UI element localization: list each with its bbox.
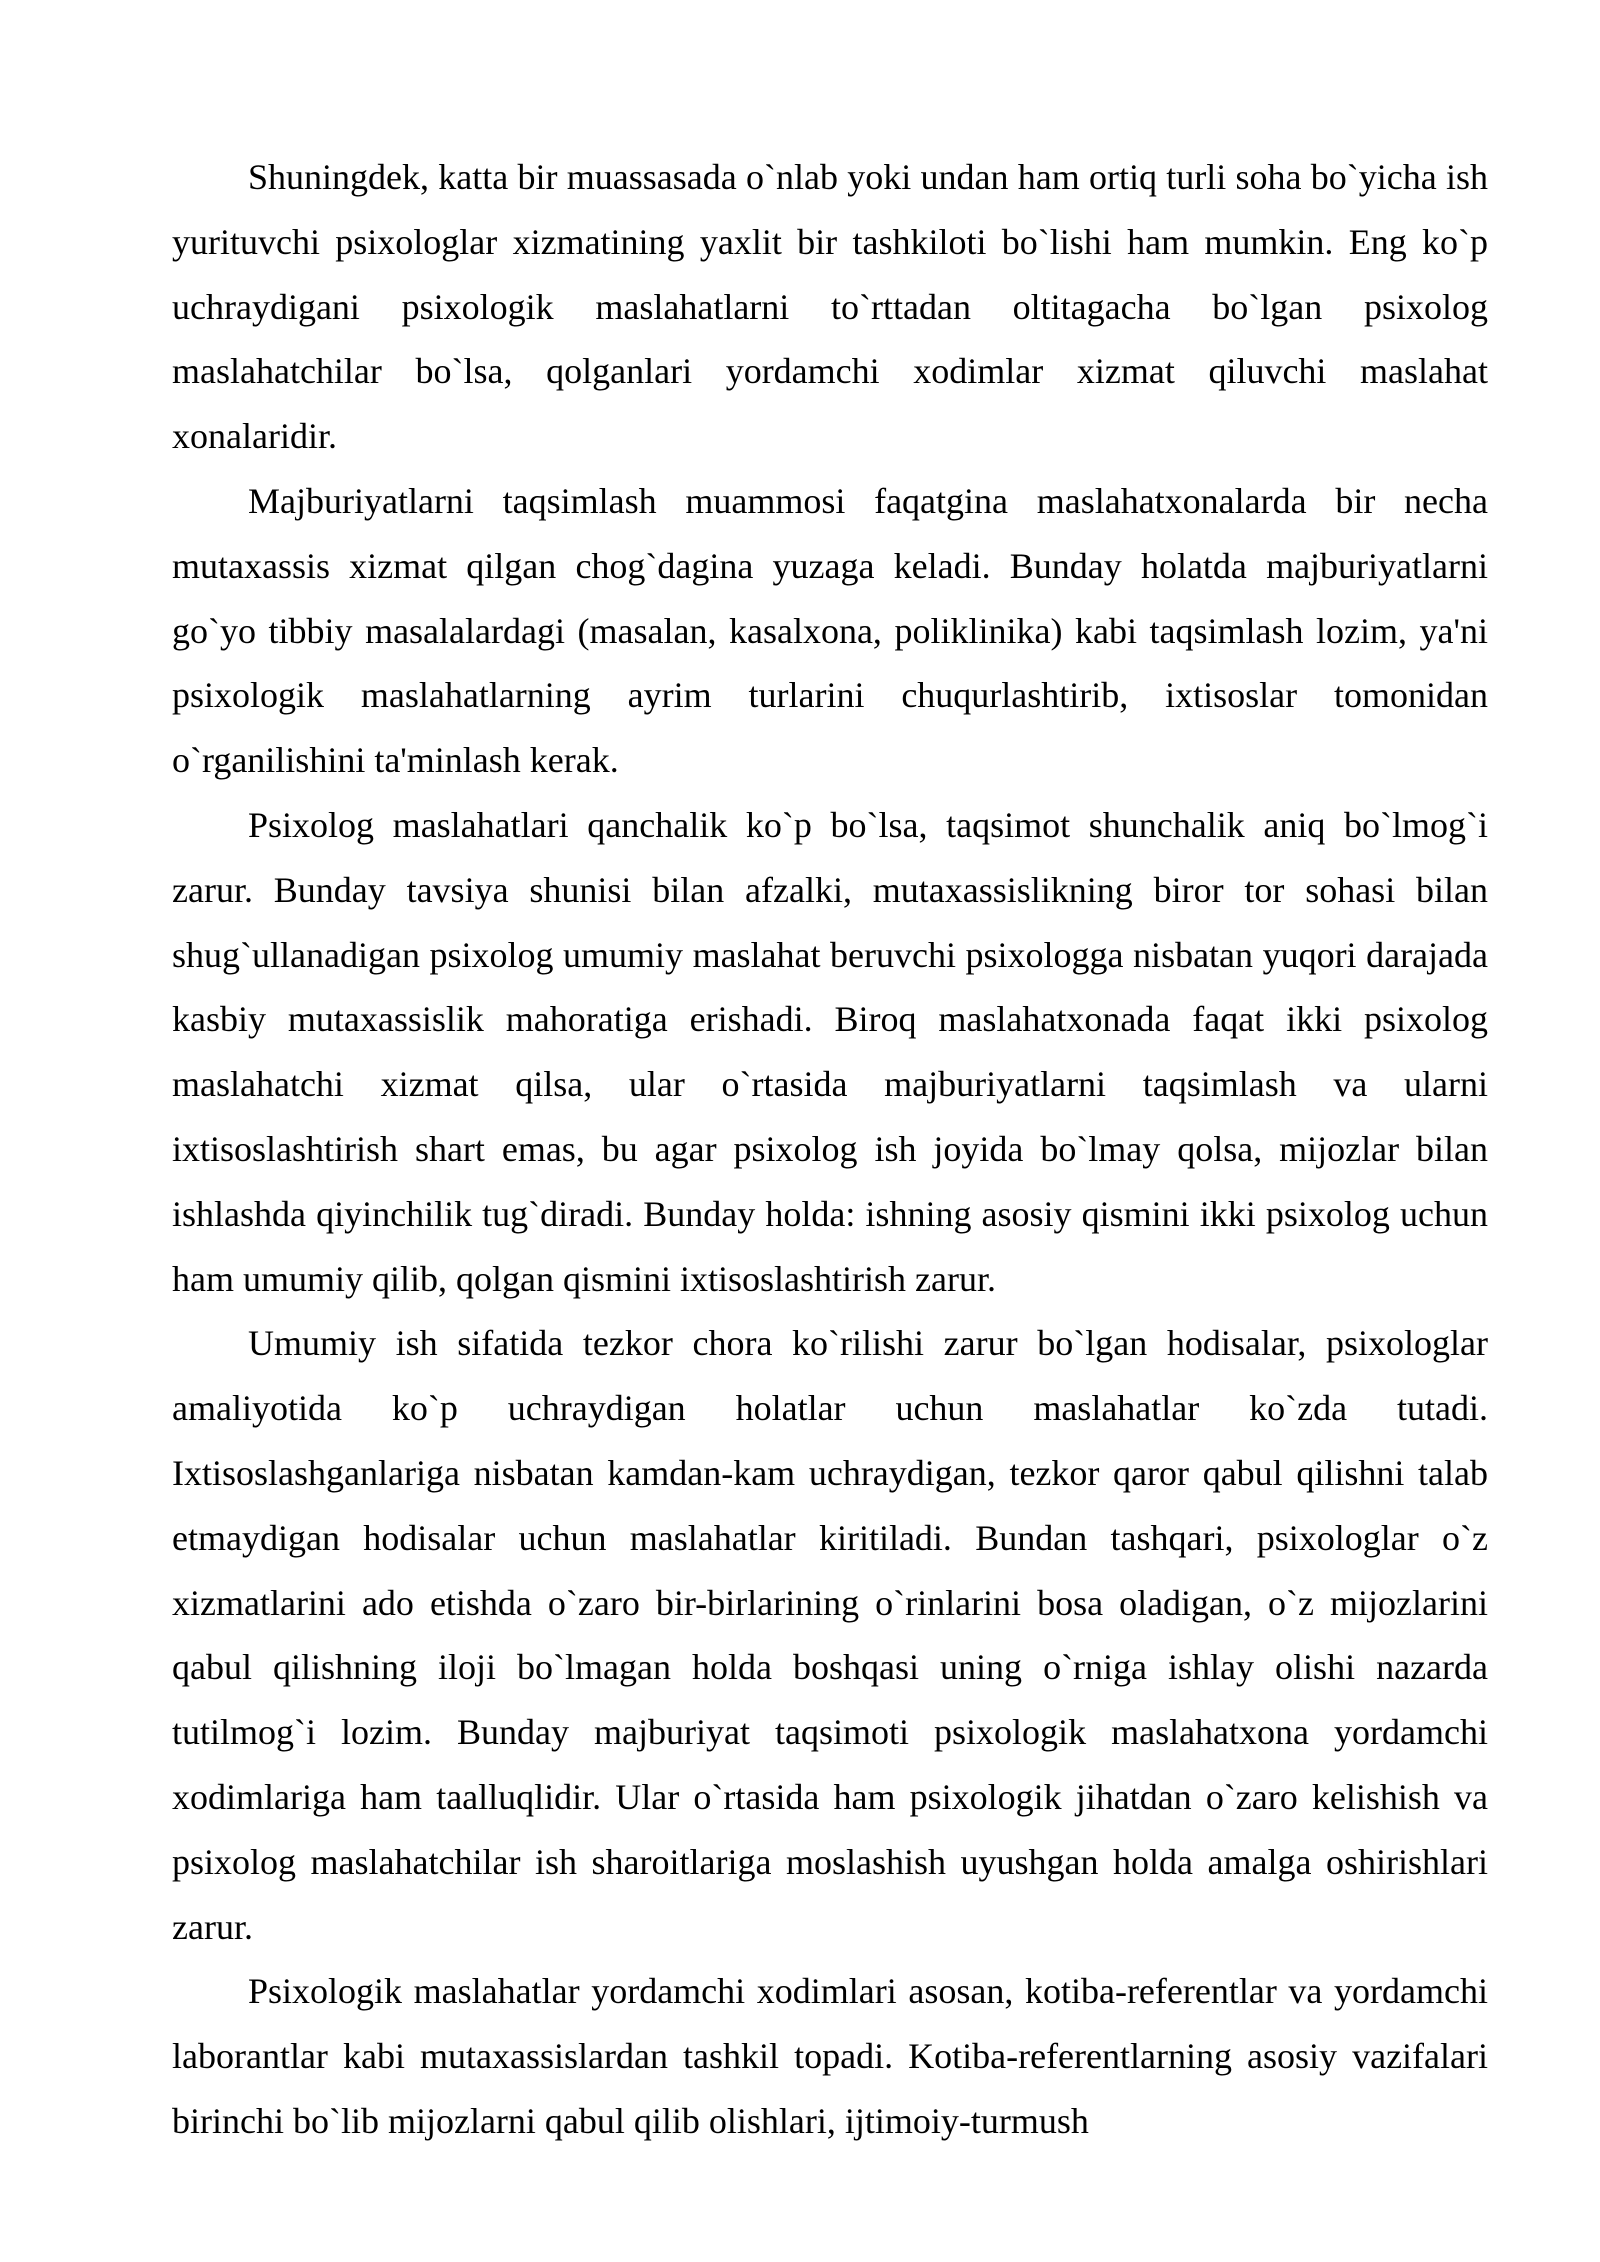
paragraph-3: Psixolog maslahatlari qanchalik ko`p bo`lsa, taqsimot shunchalik aniq bo`lmog`i zarur. Bunday tavsiya shunisi bilan afzalki, mutaxassislikning biror tor sohasi bilan shug`ullanadigan psixolog umumiy maslahat beruvchi psixologga nisbatan yuqori darajada kasbiy mutaxassislik mahoratiga erishadi. Biroq maslahatxonada faqat ikki psixolog maslahatchi xizmat qilsa, ular o`rtasida majburiyatlarni taqsimlash va ularni ixtisoslashtirish shart emas, bu agar psixolog ish joyida bo`lmay qolsa, mijozlar bilan ishlashda qiyinchilik tug`diradi. Bunday holda: ishning asosiy qismini ikki psixolog uchun ham umumiy qilib, qolgan qismini ixtisoslashtirish zarur. [172,804,1488,1299]
paragraph-1: Shuningdek, katta bir muassasada o`nlab yoki undan ham ortiq turli soha bo`yicha ish yurituvchi psixologlar xizmatining yaxlit bir tashkiloti bo`lishi ham mumkin. Eng ko`p uchraydigani psixologik maslahatlarni to`rttadan oltitagacha bo`lgan psixolog maslahatchilar bo`lsa, qolganlari yordamchi xodimlar xizmat qiluvchi maslahat xonalaridir. [172,157,1488,457]
paragraph-4: Umumiy ish sifatida tezkor chora ko`rilishi zarur bo`lgan hodisalar, psixologlar amaliyotida ko`p uchraydigan holatlar uchun maslahatlar ko`zda tutadi. Ixtisoslashganlariga nisbatan kamdan-kam uchraydigan, tezkor qaror qabul qilishni talab etmaydigan hodisalar uchun maslahatlar kiritiladi. Bundan tashqari, psixologlar o`z xizmatlarini ado etishda o`zaro bir-birlarining o`rinlarini bosa oladigan, o`z mijozlarini qabul qilishning iloji bo`lmagan holda boshqasi uning o`rniga ishlay olishi nazarda tutilmog`i lozim. Bunday majburiyat taqsimoti psixologik maslahatxona yordamchi xodimlariga ham taalluqlidir. Ular o`rtasida ham psixologik jihatdan o`zaro kelishish va psixolog maslahatchilar ish sharoitlariga moslashish uyushgan holda amalga oshirishlari zarur. [172,1323,1488,1947]
document-page [172,145,1488,2154]
paragraph-5: Psixologik maslahatlar yordamchi xodimlari asosan, kotiba-referentlar va yordamchi laborantlar kabi mutaxassislardan tashkil topadi. Kotiba-referentlarning asosiy vazifalari birinchi bo`lib mijozlarni qabul qilib olishlari, ijtimoiy-turmush [172,1971,1488,2141]
paragraph-2: Majburiyatlarni taqsimlash muammosi faqatgina maslahatxonalarda bir necha mutaxassis xizmat qilgan chog`dagina yuzaga keladi. Bunday holatda majburiyatlarni go`yo tibbiy masalalardagi (masalan, kasalxona, poliklinika) kabi taqsimlash lozim, ya'ni psixologik maslahatlarning ayrim turlarini chuqurlashtirib, ixtisoslar tomonidan o`rganilishini ta'minlash kerak. [172,480,1488,781]
